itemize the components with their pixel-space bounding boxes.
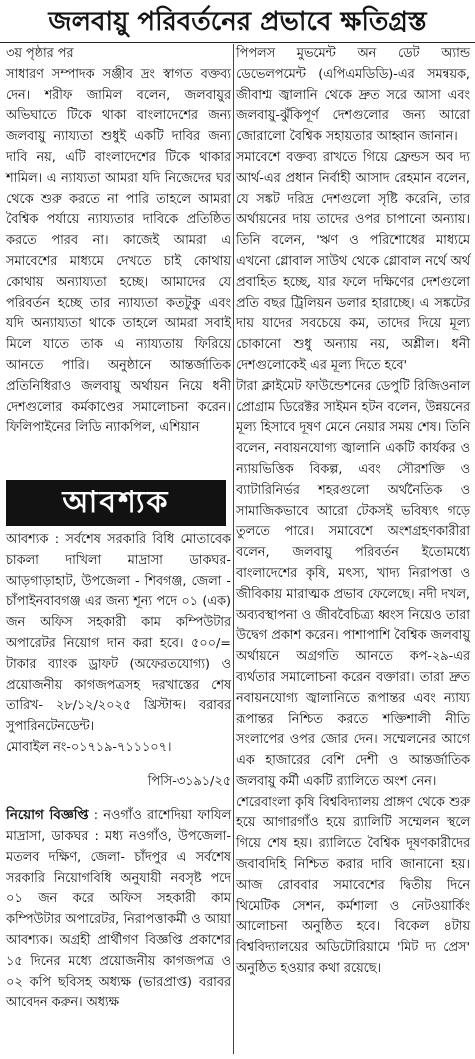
ad-mobile: মোবাইল নং-০১৭১৯-৭১১১০৭।: [6, 739, 172, 755]
classified-header: আবশ্যক: [6, 480, 226, 526]
ad-reference: পিসি-৩১৯১/২৫: [147, 773, 231, 789]
right-column: [236, 44, 470, 980]
ad-notice: [6, 805, 231, 1014]
ad-notice-text: : নওগাঁও রাশেদিয়া ফাযিল মাদ্রাসা, ডাকঘর : মধ্য নওগাঁও, উপজেলা-মতলব দক্ষিণ, জেলা- চাঁদপুর এ সর্বশেষ সরকারি নিয়োগবিধি অনুযায়ী নবসৃষ্ট পদে ০১ জন করে অফিস সহকারী কাম কম্পিউটার অপারেটর, নিরাপত্তাকর্মী ও আয়া আবশ্যক। অগ্রহী প্রার্থীগণ বিজ্ঞপ্তি প্রকাশের ১৫ দিনের মধ্যে প্রয়োজনীয় কাগজপত্র ও ০২ কপি ছবিসহ অধ্যক্ষ (ভারপ্রাপ্ত) বরাবর আবেদন করুন। অধ্যক্ষ: [6, 808, 231, 1011]
article-paragraph: টারা ক্লাইমেট ফাউন্ডেশনের ডেপুটি রিজিওনাল প্রোগ্রাম ডিরেক্টর সাইমন হটন বলেন, উন্নয়নের মূল্য হিসাবে দূষণ মেনে নেয়ার সময় শেষ। তিনি বলেন, নবায়নযোগ্য জ্বালানি একটি কার্যকর ও ন্যায়ভিত্তিক বিকল্প, এবং সৌরশক্তি ও ব্যাটারিনির্ভর শহরগুলো অর্থনৈতিক ও সামাজিকভাবে আরো টেকসই ভবিষ্যৎ গড়ে তুলতে পারে। সমাবেশে অংশগ্রহণকারীরা বলেন, জলবায়ু পরিবর্তন ইতোমধ্যে বাংলাদেশের কৃষি, মৎস্য, খাদ্য নিরাপত্তা ও জীবিকায় মারাত্মক প্রভাব ফেলেছে। নদী দখল, অব্যবস্থাপনা ও জীববৈচিত্র্য ধ্বংস নিয়েও তারা উদ্বেগ প্রকাশ করেন। পাশাপাশি বৈশ্বিক জলবায়ু অর্থায়নে অগ্রগতি আনতে কপ-২৯-এর ব্যর্থতার সমালোচনা করেন বক্তারা। তারা দ্রুত নবায়নযোগ্য জ্বালানিতে রূপান্তর এবং ন্যায্য রূপান্তর নিশ্চিত করতে শক্তিশালী নীতি সংলাপের ওপর জোর দেন। সম্মেলনের আগে এক হাজারের বেশি দেশী ও আন্তর্জাতিক জলবায়ু কর্মী একটি র‍্যালিতে অংশ নেন।: [236, 378, 470, 789]
headline-rule: [0, 42, 475, 43]
ad-text: আবশ্যক : সর্বশেষ সরকারি বিধি মোতাবেক চাকলা দাখিলা মাদ্রাসা ডাকঘর- আড়গাড়াহাট, উপজেলা - শিবগঞ্জ, জেলা - চাঁপাইনবাবগঞ্জ এর জন্য শূন্য পদে ০১ (এক) জন অফিস সহকারী কাম কম্পিউটার অপারেটর নিয়োগ দান করা হবে। ৫০০/= টাকার ব্যাংক ড্রাফট (অফেরতযোগ্য) ও প্রয়োজনীয় কাগজপত্রসহ দরখাস্তের শেষ তারিখ- ২৮/১২/২০২৫ খ্রিস্টাব্দ। বরাবর সুপারিনটেনডেন্ট।: [6, 532, 231, 735]
article-paragraph: শেরেবাংলা কৃষি বিশ্ববিদ্যালয় প্রাঙ্গণ থেকে শুরু হয়ে আগারগাঁও হয়ে র‍্যালিটি সম্মেলন স্থলে গিয়ে শেষ হয়। র‍্যালিতে বৈশ্বিক দূষণকারীদের জবাবদিহি নিশ্চিত করার দাবি জানানো হয়। আজ রোববার সমাবেশের দ্বিতীয় দিনে থিমেটিক সেশন, কর্মশালা ও নেটওয়ার্কিং আলোচনা অনুষ্ঠিত হবে। বিকেল ৪টায় বিশ্ববিদ্যালয়ের অডিটোরিয়ামে 'মিট দ্য প্রেস' অনুষ্ঠিত হওয়ার কথা রয়েছে।: [236, 794, 470, 977]
article-paragraph: সমাবেশে বক্তব্য রাখতে গিয়ে ফ্রেন্ডস অব দ্য আর্থ-এর প্রধান নির্বাহী আসাদ রেহমান বলেন, যে সঙ্কট দরিদ্র দেশগুলো সৃষ্টি করেনি, তার অর্থায়নের দায় তাদের ওপর চাপানো অন্যায়। তিনি বলেন, 'ঋণ ও পরিশোধের মাধ্যমে এখনো গ্লোবাল সাউথ থেকে গ্লোবাল নর্থে অর্থ প্রবাহিত হচ্ছে, যার ফলে দক্ষিণের দেশগুলো প্রতি বছর ট্রিলিয়ন ডলার হারাচ্ছে। এ সঙ্কটের দায় যাদের সবচেয়ে কম, তাদের দিয়ে মূল্য চোকানো শুধু অন্যায় নয়, অশ্লীল। ধনী দেশগুলোকেই এর মূল্য দিতে হবে': [236, 149, 470, 373]
continued-label: ৩য় পৃষ্ঠার পর: [6, 46, 74, 61]
article-paragraph: সাধারণ সম্পাদক সঞ্জীব দ্রং স্বাগত বক্তব্য দেন। শরীফ জামিল বলেন, জলবায়ুর অভিঘাতে টিকে থাকা বাংলাদেশের জন্য জলবায়ু ন্যায্যতা শুধুই একটি দাবির জন্য দাবি নয়, এটি বাংলাদেশের টিকে থাকার শামিল। এ ন্যায্যতা আমরা যদি নিজেদের ঘর থেকে শুরু করতে না পারি তাহলে আমরা বৈশ্বিক পর্যায়ে ন্যায্যতার দাবিকে প্রতিষ্ঠিত করতে পারব না। কাজেই আমরা এ সমাবেশের মাধ্যমে দেখতে চাই কোথায় কোথায় অন্যায্যতা হচ্ছে। আমাদের যে পরিবর্তন হচ্ছে তার ন্যায্যতা কতটুকু এবং যদি অন্যায্যতা থাকে তাহলে আমরা সবাই মিলে যাতে তাক এ ন্যায্যতায় ফিরিয়ে আনতে পারি। অনুষ্ঠানে আন্তর্জাতিক প্রতিনিধিরাও জলবায়ু অর্থায়ন নিয়ে ধনী দেশগুলোর কর্মকাণ্ডের সমালোচনা করেন। ফিলিপাইনের লিডি ন্যাকপিল, এশিয়ান: [6, 66, 231, 436]
article-paragraph: পিপলস মুভমেন্ট অন ডেট অ্যান্ড ডেভেলপমেন্ট (এপিএমডিডি)-এর সমন্বয়ক, জীবাশ্ম জ্বালানি থেকে দ্রুত সরে আসা এবং জলবায়ু-ঝুঁকিপূর্ণ দেশগুলোর জন্য আরো জোরালো বৈশ্বিক সহায়তার আহ্বান জানান।: [236, 46, 470, 145]
left-column: [6, 44, 231, 439]
headline: জলবায়ু পরিবর্তনের প্রভাবে ক্ষতিগ্রস্ত: [48, 7, 427, 37]
column-divider: [233, 44, 234, 1054]
classified-ads: [6, 530, 231, 1014]
ad-notice-title: নিয়োগ বিজ্ঞপ্তি: [6, 808, 89, 824]
